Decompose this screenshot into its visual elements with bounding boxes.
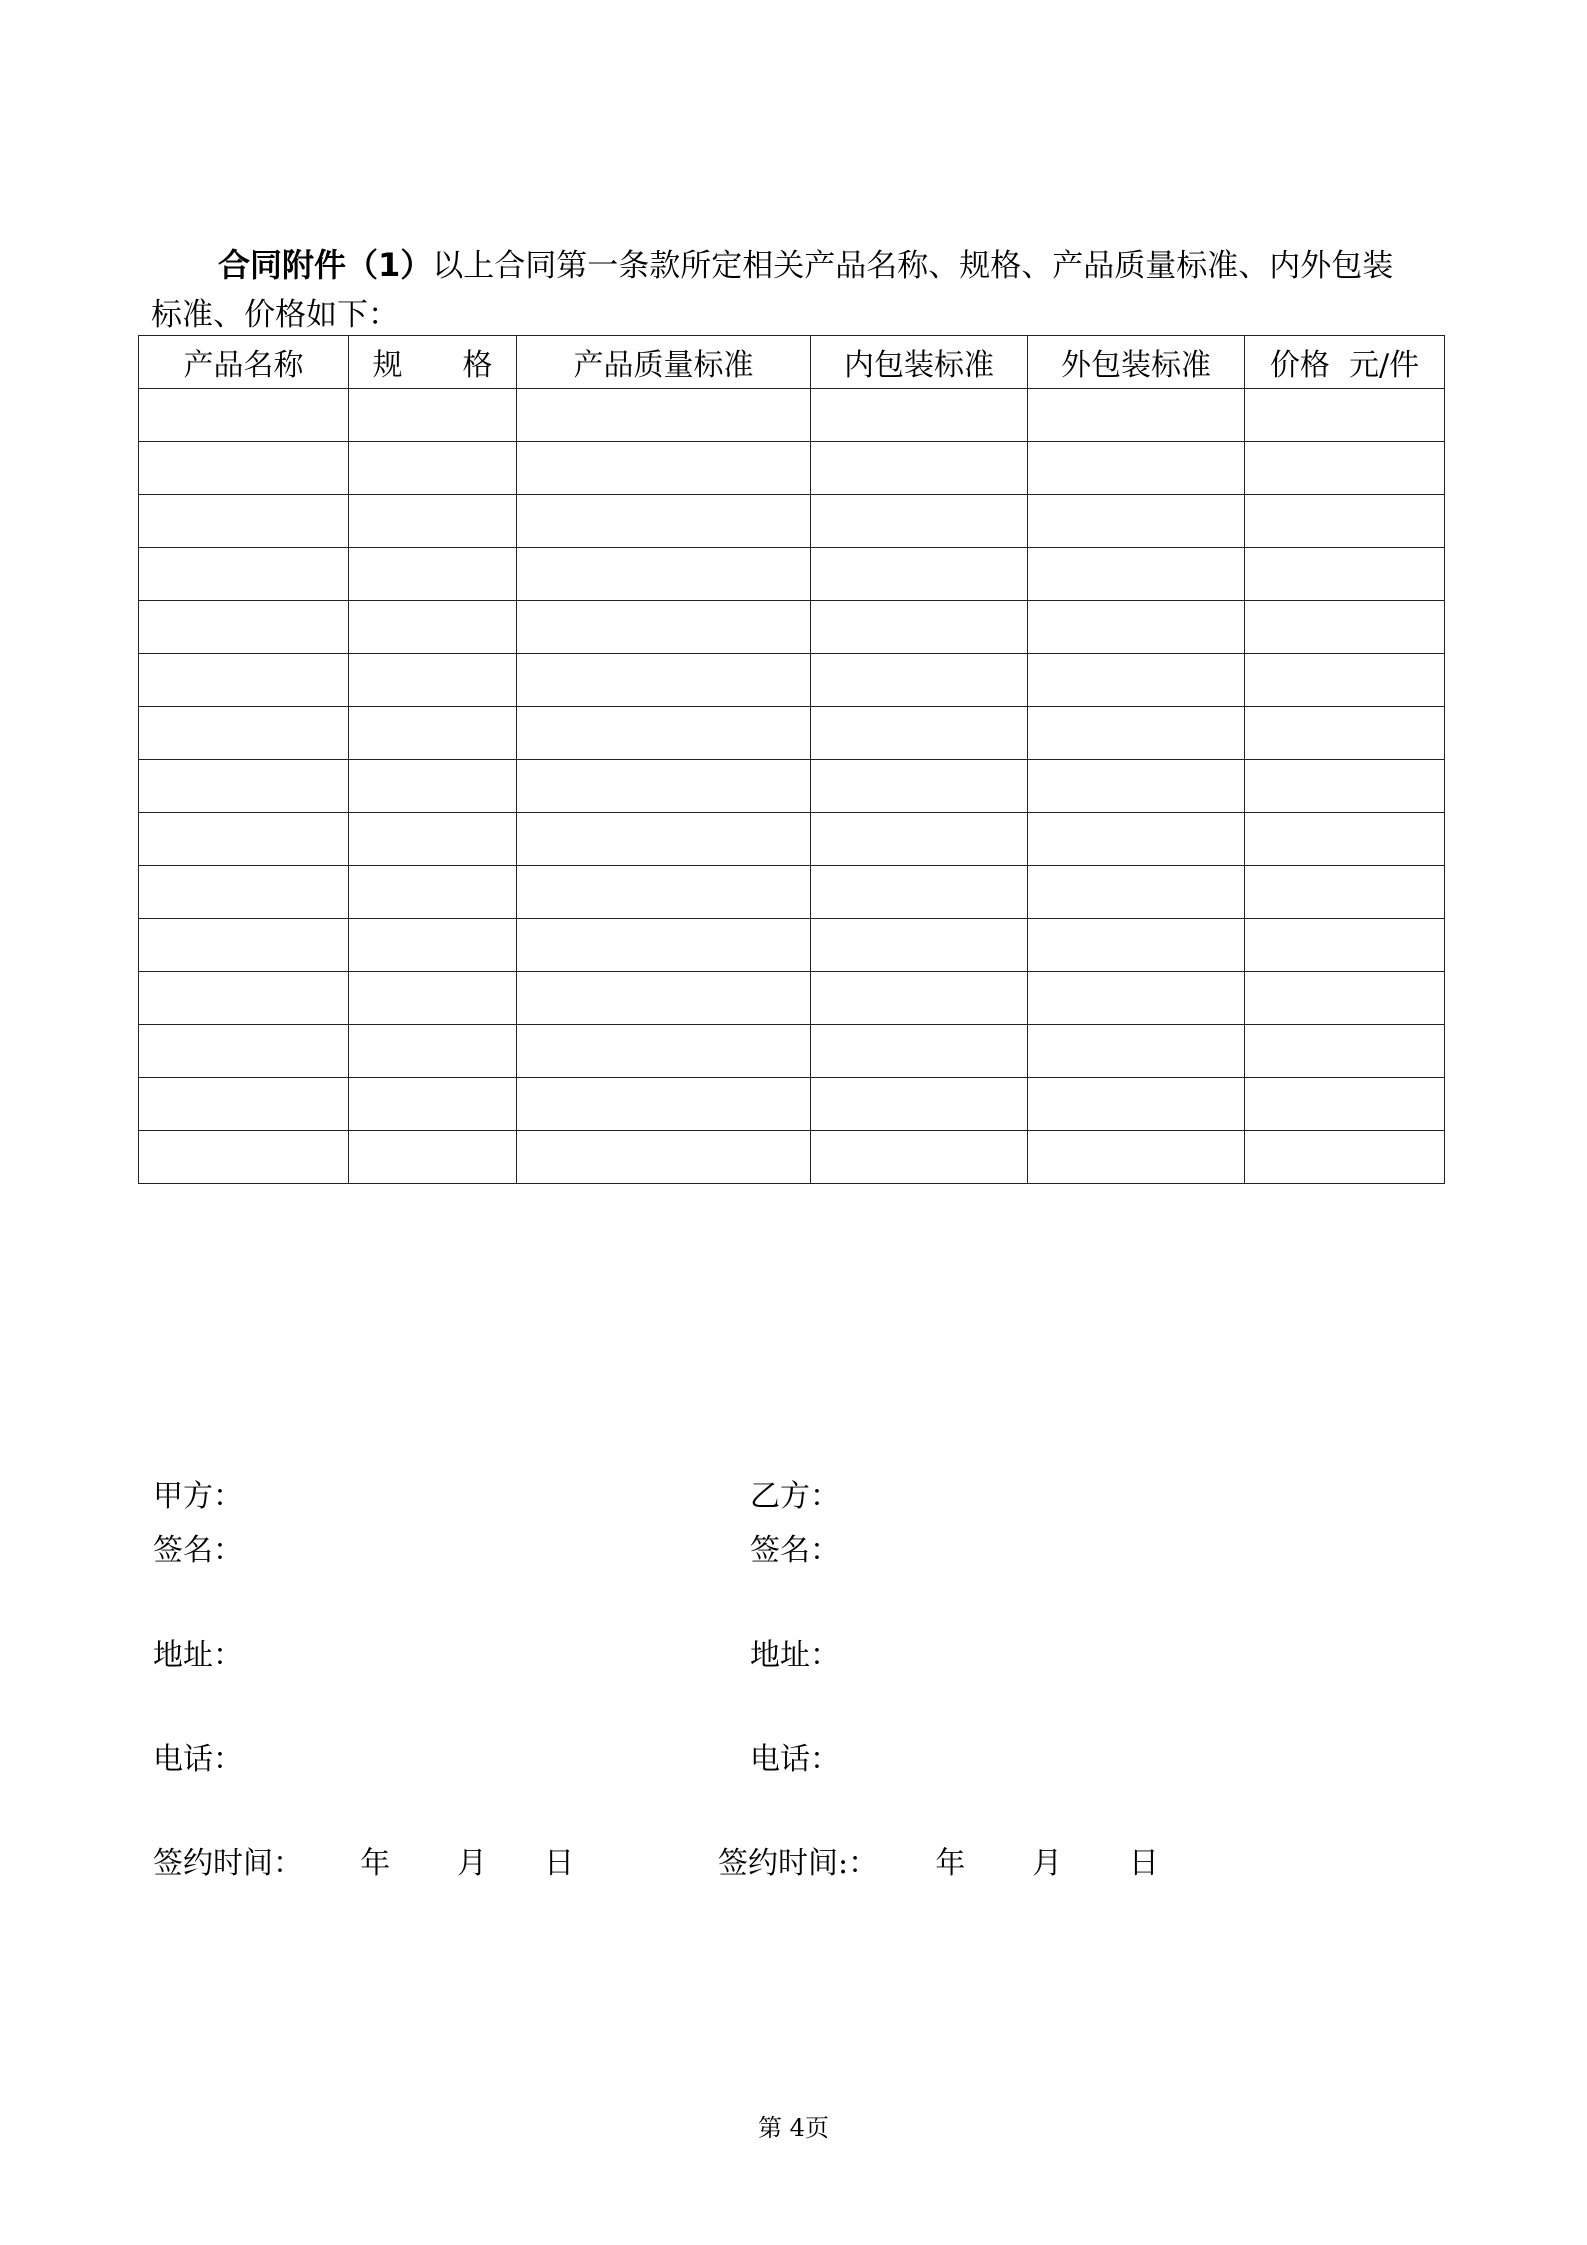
table-cell (139, 707, 349, 760)
product-spec-table (138, 335, 1445, 1184)
header-spec: 规 格 (349, 336, 517, 389)
table-cell (517, 1078, 811, 1131)
table-cell (139, 389, 349, 442)
table-row (139, 760, 1445, 813)
table-cell (1028, 601, 1245, 654)
party-a-phone: 电话： (153, 1742, 243, 1777)
table-cell (139, 919, 349, 972)
header-quality-standard: 产品质量标准 (517, 336, 811, 389)
table-cell (1028, 707, 1245, 760)
table-cell (1245, 1131, 1445, 1184)
intro-line-1 (218, 240, 1393, 291)
table-cell (811, 813, 1028, 866)
table-cell (811, 548, 1028, 601)
table-cell (1028, 1078, 1245, 1131)
table-cell (517, 760, 811, 813)
table-cell (811, 1078, 1028, 1131)
table-cell (1028, 919, 1245, 972)
party-a-date: 签约时间： 年 月 日 (153, 1846, 575, 1881)
header-product-name: 产品名称 (139, 336, 349, 389)
table-header-row (139, 336, 1445, 389)
table-cell (811, 389, 1028, 442)
table-cell (349, 442, 517, 495)
table-cell (517, 707, 811, 760)
party-a-sign: 签名： (153, 1533, 243, 1568)
table-cell (811, 1131, 1028, 1184)
table-cell (1028, 1025, 1245, 1078)
table-cell (811, 866, 1028, 919)
table-cell (517, 601, 811, 654)
table-cell (1028, 866, 1245, 919)
table-cell (139, 601, 349, 654)
table-cell (349, 866, 517, 919)
table-cell (1245, 972, 1445, 1025)
table-cell (1245, 866, 1445, 919)
table-cell (1028, 972, 1245, 1025)
table-cell (517, 813, 811, 866)
table-row (139, 442, 1445, 495)
table-cell (811, 760, 1028, 813)
table-cell (1245, 442, 1445, 495)
table-row (139, 1078, 1445, 1131)
table-body (139, 389, 1445, 1184)
table-cell (1028, 1131, 1245, 1184)
table-row (139, 919, 1445, 972)
table-cell (517, 972, 811, 1025)
table-cell (811, 601, 1028, 654)
table-cell (1245, 707, 1445, 760)
table-cell (349, 1131, 517, 1184)
table-cell (517, 1025, 811, 1078)
table-cell (349, 972, 517, 1025)
table-row (139, 813, 1445, 866)
table-cell (1028, 442, 1245, 495)
table-cell (349, 601, 517, 654)
table-cell (517, 1131, 811, 1184)
party-a-address: 地址： (153, 1638, 243, 1673)
table-cell (349, 707, 517, 760)
table-cell (517, 654, 811, 707)
table-cell (139, 1025, 349, 1078)
table-row (139, 1131, 1445, 1184)
table-cell (139, 495, 349, 548)
table-cell (517, 495, 811, 548)
table-cell (811, 442, 1028, 495)
table-cell (139, 548, 349, 601)
table-cell (139, 654, 349, 707)
table-row (139, 495, 1445, 548)
table-cell (811, 919, 1028, 972)
table-cell (811, 972, 1028, 1025)
table-cell (517, 442, 811, 495)
table-cell (811, 707, 1028, 760)
table-cell (139, 442, 349, 495)
table-row (139, 972, 1445, 1025)
table-cell (1245, 548, 1445, 601)
page-number: 第 4页 (758, 2114, 829, 2142)
table-cell (517, 866, 811, 919)
table-cell (1245, 919, 1445, 972)
table-cell (1028, 495, 1245, 548)
table-cell (1245, 1025, 1445, 1078)
table-cell (139, 972, 349, 1025)
table-row (139, 654, 1445, 707)
table-cell (1245, 389, 1445, 442)
table-row (139, 866, 1445, 919)
party-b-sign: 签名： (750, 1533, 840, 1568)
table-cell (1245, 654, 1445, 707)
table-cell (139, 813, 349, 866)
table-cell (1245, 760, 1445, 813)
table-cell (349, 654, 517, 707)
table-cell (517, 919, 811, 972)
party-b-date: 签约时间:： 年 月 日 (718, 1846, 1159, 1881)
table-cell (1028, 654, 1245, 707)
intro-line-2: 标准、价格如下： (151, 297, 399, 333)
party-b-address: 地址： (750, 1638, 840, 1673)
table-cell (1028, 760, 1245, 813)
table-cell (1245, 495, 1445, 548)
table-row (139, 389, 1445, 442)
intro-text: 以上合同第一条款所定相关产品名称、规格、产品质量标准、内外包装 (432, 248, 1394, 284)
table-cell (1245, 601, 1445, 654)
table-cell (1028, 389, 1245, 442)
header-inner-packaging: 内包装标准 (811, 336, 1028, 389)
attachment-title: 合同附件（1） (218, 246, 433, 284)
table-cell (1245, 813, 1445, 866)
party-b-label: 乙方： (750, 1479, 840, 1514)
table-cell (811, 495, 1028, 548)
table-cell (139, 760, 349, 813)
table-cell (349, 548, 517, 601)
table-cell (349, 495, 517, 548)
table-row (139, 707, 1445, 760)
table-row (139, 548, 1445, 601)
table-cell (349, 1025, 517, 1078)
table-cell (349, 1078, 517, 1131)
table-cell (139, 1131, 349, 1184)
table-cell (349, 919, 517, 972)
table-cell (517, 548, 811, 601)
table-cell (349, 389, 517, 442)
table-row (139, 1025, 1445, 1078)
header-price: 价格 元/件 (1245, 336, 1445, 389)
table-row (139, 601, 1445, 654)
table-cell (811, 654, 1028, 707)
table-cell (1028, 813, 1245, 866)
table-cell (349, 760, 517, 813)
table-cell (139, 866, 349, 919)
table-cell (1028, 548, 1245, 601)
party-a-label: 甲方： (153, 1479, 243, 1514)
table-cell (1245, 1078, 1445, 1131)
party-b-phone: 电话： (750, 1742, 840, 1777)
table-cell (517, 389, 811, 442)
table-cell (349, 813, 517, 866)
table-cell (811, 1025, 1028, 1078)
header-outer-packaging: 外包装标准 (1028, 336, 1245, 389)
table-cell (139, 1078, 349, 1131)
